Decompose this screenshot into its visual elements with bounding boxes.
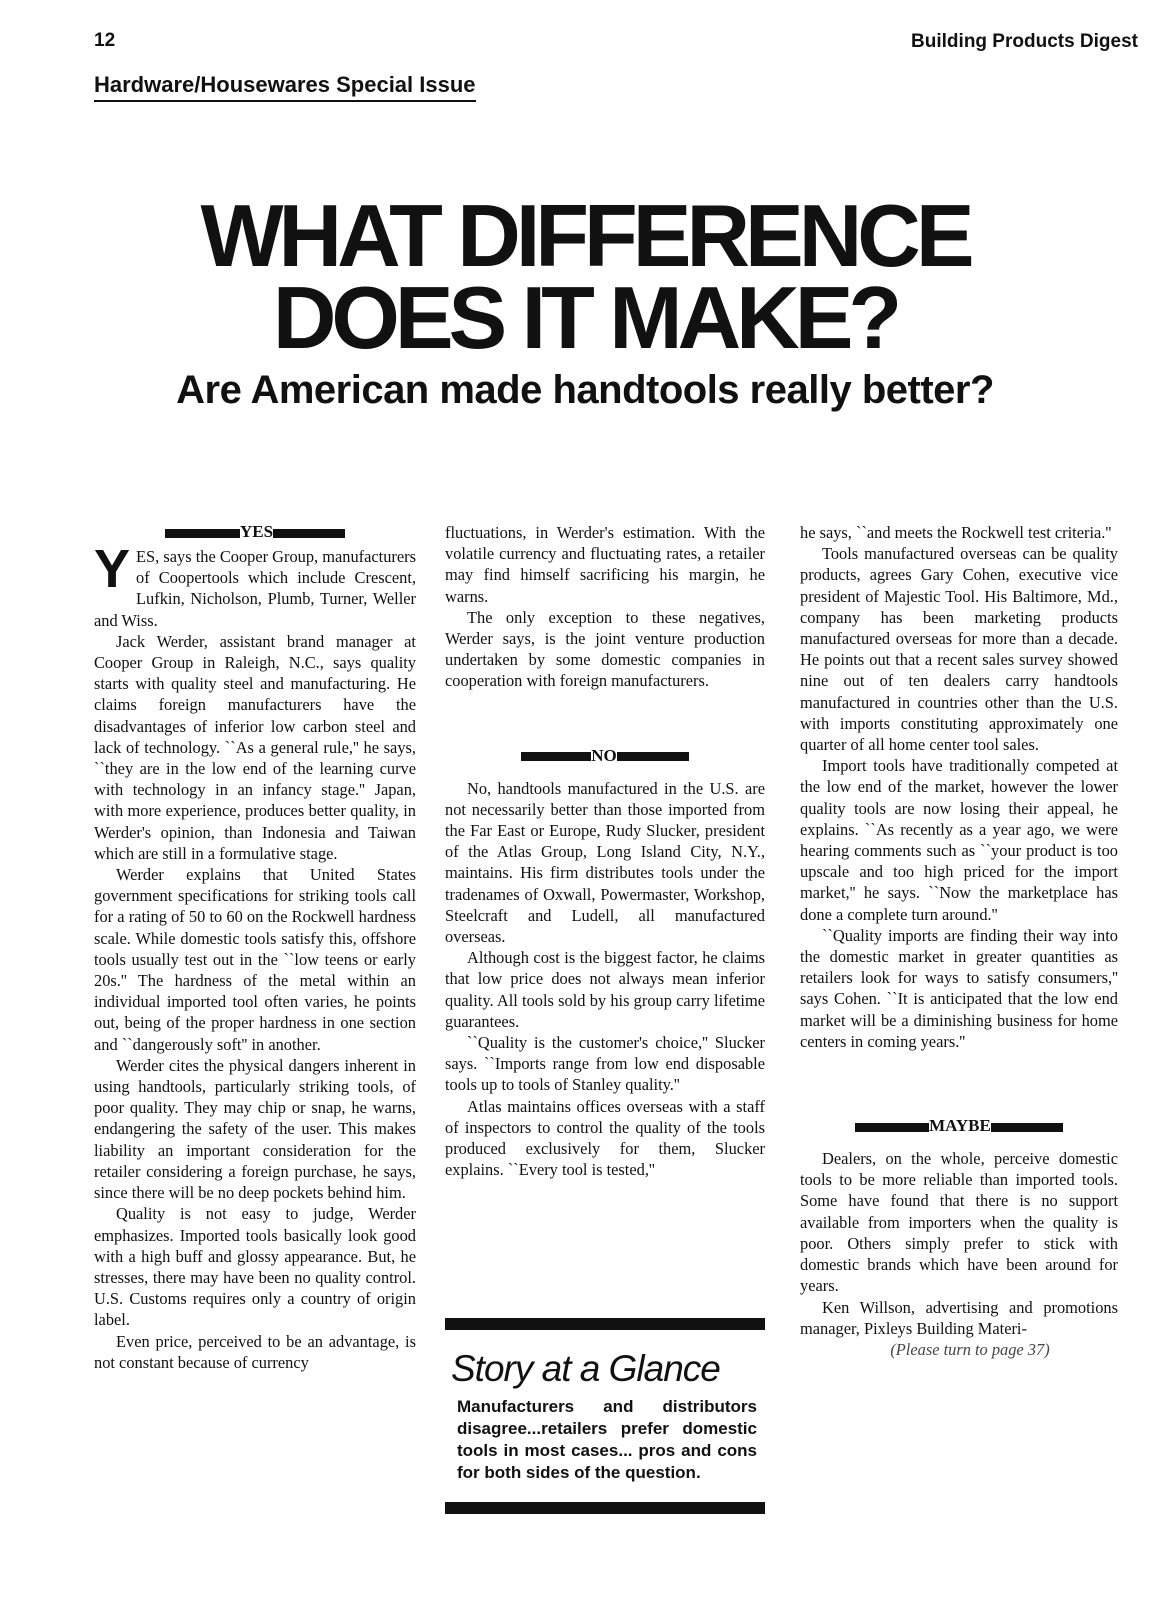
maybe-marker-label: MAYBE [929, 1116, 991, 1136]
marker-bar [273, 529, 345, 538]
marker-bar [165, 529, 240, 538]
paragraph [94, 539, 416, 631]
column-1 [94, 522, 416, 1373]
headline [0, 186, 1170, 367]
yes-marker [94, 522, 416, 542]
paragraph: ``Quality is the customer's choice,'' Slucker says. ``Imports range from low end disposable tools up to tools of Stanley quality.'' [445, 1033, 765, 1095]
marker-bar [855, 1123, 929, 1132]
section-label: Hardware/Housewares Special Issue [94, 72, 476, 102]
continued-note: (Please turn to page 37) [890, 1339, 1050, 1359]
paragraph: The only exception to these negatives, Werder says, is the joint venture production undertaken by some domestic companies in cooperation with foreign manufacturers. [445, 607, 765, 691]
marker-bar [991, 1123, 1063, 1132]
paragraph: Tools manufactured overseas can be quality products, agrees Gary Cohen, executive vice president of Majestic Tool. His Baltimore, Md., company has been marketing products manufactured overseas for more than a decade. He points out that a recent sales survey showed nine out of ten dealers carry handtools manufactured in countries other than the U.S. with imports constituting approximately one quarter of all home center tool sales. [800, 544, 1118, 755]
glance-bottom-rule [445, 1502, 765, 1514]
paragraph: Although cost is the biggest factor, he claims that low price does not always mean inferior quality. All tools sold by his group carry lifetime guarantees. [445, 948, 765, 1031]
paragraph: No, handtools manufactured in the U.S. are not necessarily better than those imported from the Far East or Europe, Rudy Slucker, president of the Atlas Group, Long Island City, N.Y., maintains. His firm distributes tools under the tradenames of Oxwall, Powermaster, Workshop, Steelcraft and Ludell, all manufactured overseas. [445, 778, 765, 947]
paragraph: ``Quality imports are finding their way into the domestic market in greater quantities as retailers look for ways to satisfy consumers,'' says Cohen. ``It is anticipated that the low end market will be a diminishing business for home centers in coming years.'' [800, 925, 1118, 1051]
glance-top-rule [445, 1318, 765, 1330]
marker-bar [521, 752, 591, 761]
yes-marker-label: YES [239, 522, 274, 541]
drop-cap: Y [94, 539, 131, 599]
column-2 [445, 522, 765, 1180]
publication-name: Building Products Digest [911, 31, 1138, 52]
glance-title: Story at a Glance [451, 1348, 720, 1389]
paragraph: Even price, perceived to be an advantage, is not constant because of currency [94, 1331, 416, 1372]
page-number: 12 [94, 30, 116, 51]
glance-text: Manufacturers and distributors disagree...retailers prefer domestic tools in most cases... pros and cons for both sides of the question. [457, 1397, 757, 1482]
paragraph: he says, ``and meets the Rockwell test criteria.'' [800, 523, 1112, 542]
paragraph: Dealers, on the whole, perceive domestic tools to be more reliable than imported tools. Some have found that there is no support available from importers when the quality is poor. Others simply prefer to stick with domestic brands which have been around for years. [800, 1149, 1118, 1296]
subheadline: Are American made handtools really better? [176, 368, 994, 412]
column-3 [800, 522, 1118, 1360]
marker-bar [617, 752, 689, 761]
headline-line-2: DOES IT MAKE? [272, 268, 898, 367]
maybe-marker [800, 1116, 1118, 1136]
no-marker [445, 746, 765, 766]
paragraph: fluctuations, in Werder's estimation. With the volatile currency and fluctuating rates, a retailer may find himself sacrificing his margin, he warns. [445, 523, 765, 606]
paragraph: Jack Werder, assistant brand manager at Cooper Group in Raleigh, N.C., says quality starts with quality steel and manufacturing. He claims foreign manufacturers have the disadvantages of inferior low carbon steel and lack of technology. ``As a general rule,'' he says, ``they are in the low end of the learning curve with technology in an infancy stage.'' Japan, with more experience, produces better quality, in Werder's opinion, than Indonesia and Taiwan which are still in a formulative stage. [94, 631, 416, 863]
paragraph: Atlas maintains offices overseas with a staff of inspectors to control the quality of the tools produced exclusively for them, Slucker explains. ``Every tool is tested,'' [445, 1096, 765, 1180]
paragraph: Quality is not easy to judge, Werder emphasizes. Imported tools basically look good with a high buff and glossy appearance. But, he stresses, there may have been no quality control. U.S. Customs requires only a country of origin label. [94, 1204, 416, 1330]
paragraph: Werder cites the physical dangers inherent in using handtools, particularly striking tools, of poor quality. They may chip or snap, he warns, endangering the safety of the user. This makes liability an important consideration for the retailer considering a foreign purchase, he says, since there will be no deep pockets behind him. [94, 1055, 416, 1203]
paragraph: Ken Willson, advertising and promotions manager, Pixleys Building Materi- [800, 1297, 1118, 1338]
headline-line-1: WHAT DIFFERENCE [200, 186, 970, 285]
no-marker-label: NO [591, 745, 617, 765]
paragraph: Werder explains that United States government specifications for striking tools call for a rating of 50 to 60 on the Rockwell hardness scale. While domestic tools satisfy this, offshore tools usually test out in the ``low teens or early 20s.'' The hardness of the metal within an individual imported tool often varies, he points out, being of the proper hardness in one section and ``dangerously soft'' in another. [94, 865, 416, 1054]
paragraph-text: ES, says the Cooper Group, manufacturers of Coopertools which include Crescent, Lufkin, Nicholson, Plumb, Turner, Weller and Wiss. [94, 547, 416, 630]
story-at-a-glance [445, 1318, 765, 1514]
paragraph: Import tools have traditionally competed at the low end of the market, however the lower quality tools are now losing their appeal, he explains. ``As recently as a year ago, we were hearing comments such as ``your product is too upscale and too high priced for the import market,'' he says. ``Now the marketplace has done a complete turn around.'' [800, 756, 1118, 924]
